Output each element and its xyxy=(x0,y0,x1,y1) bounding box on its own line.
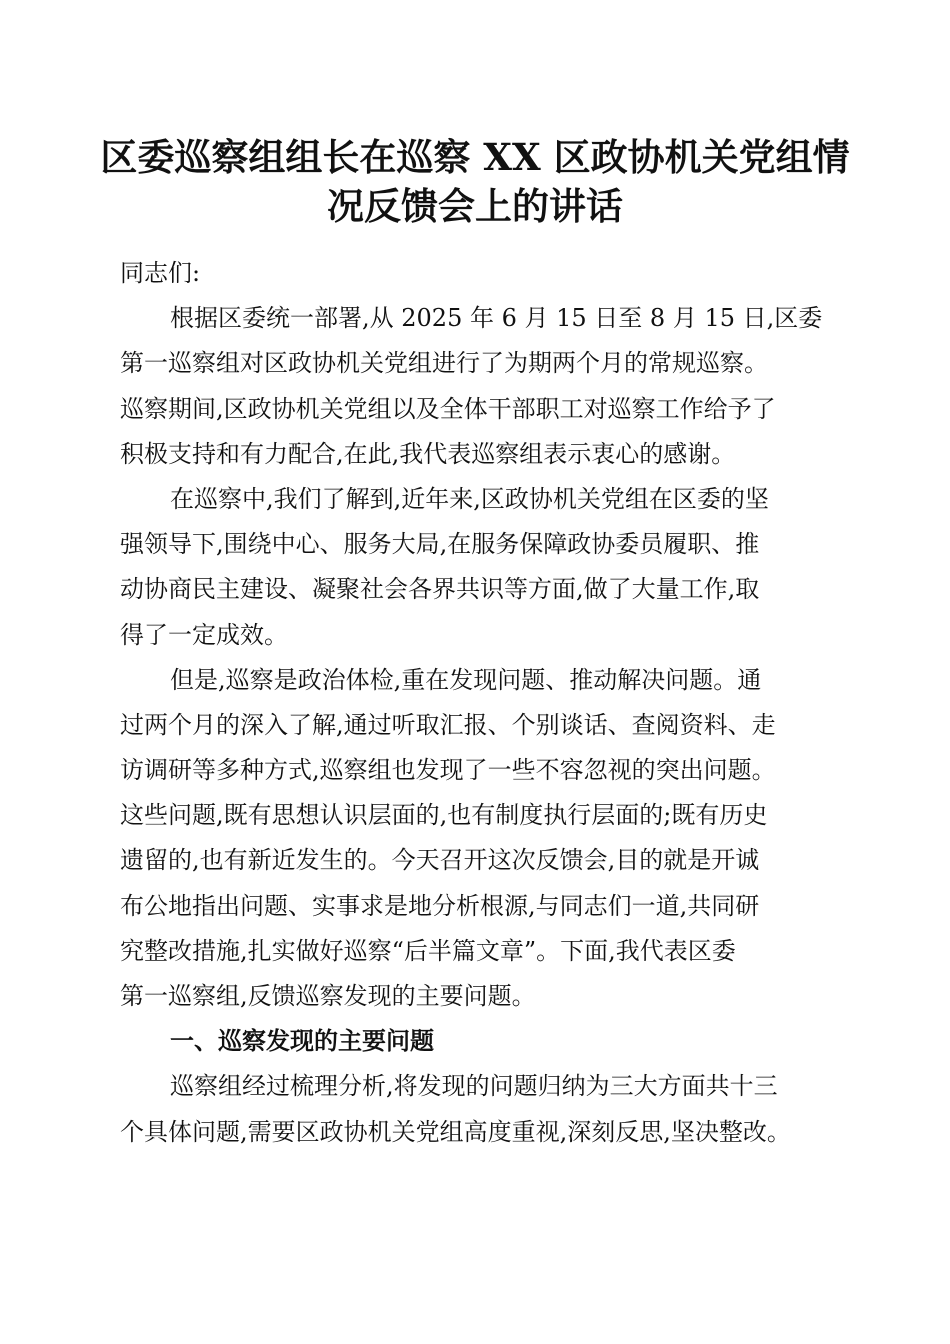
paragraph-line: 第一巡察组对区政协机关党组进行了为期两个月的常规巡察。 xyxy=(120,349,768,378)
paragraph-line: 巡察组经过梳理分析,将发现的问题归纳为三大方面共十三 xyxy=(170,1072,778,1101)
paragraph-line: 访调研等多种方式,巡察组也发现了一些不容忽视的突出问题。 xyxy=(120,756,776,785)
title-line: 区委巡察组组长在巡察 XX 区政协机关党组情 xyxy=(100,135,850,179)
paragraph-line: 过两个月的深入了解,通过听取汇报、个别谈话、查阅资料、走 xyxy=(120,710,776,739)
paragraph-line: 究整改措施,扎实做好巡察“后半篇文章”。下面,我代表区委 xyxy=(120,936,736,965)
paragraph-line: 在巡察中,我们了解到,近年来,区政协机关党组在区委的坚 xyxy=(170,484,769,513)
paragraph-line: 强领导下,围绕中心、服务大局,在服务保障政协委员履职、推 xyxy=(120,530,760,559)
paragraph-2 xyxy=(120,477,830,658)
paragraph-1 xyxy=(120,296,830,477)
paragraph-line: 个具体问题,需要区政协机关党组高度重视,深刻反思,坚决整改。 xyxy=(120,1117,791,1146)
paragraph-line: 积极支持和有力配合,在此,我代表巡察组表示衷心的感谢。 xyxy=(120,439,736,468)
title-line: 况反馈会上的讲话 xyxy=(327,184,623,228)
paragraph-line: 第一巡察组,反馈巡察发现的主要问题。 xyxy=(120,982,536,1010)
section-heading: 一、巡察发现的主要问题 xyxy=(170,1027,434,1056)
paragraph-line: 动协商民主建设、凝聚社会各界共识等方面,做了大量工作,取 xyxy=(120,575,760,604)
paragraph-line: 根据区委统一部署,从 2025 年 6 月 15 日至 8 月 15 日,区委 xyxy=(170,304,823,333)
document-title xyxy=(100,133,850,231)
paragraph-line: 得了一定成效。 xyxy=(120,620,288,649)
paragraph-line: 布公地指出问题、实事求是地分析根源,与同志们一道,共同研 xyxy=(120,891,760,920)
paragraph-3 xyxy=(120,658,830,1020)
salutation: 同志们: xyxy=(120,259,201,287)
paragraph-line: 巡察期间,区政协机关党组以及全体干部职工对巡察工作给予了 xyxy=(120,394,776,423)
paragraph-line: 这些问题,既有思想认识层面的,也有制度执行层面的;既有历史 xyxy=(120,801,768,830)
document-body xyxy=(120,251,830,1155)
paragraph-line: 遗留的,也有新近发生的。今天召开这次反馈会,目的就是开诚 xyxy=(120,846,760,875)
paragraph-line: 但是,巡察是政治体检,重在发现问题、推动解决问题。通 xyxy=(170,665,762,694)
paragraph-4 xyxy=(120,1064,830,1154)
